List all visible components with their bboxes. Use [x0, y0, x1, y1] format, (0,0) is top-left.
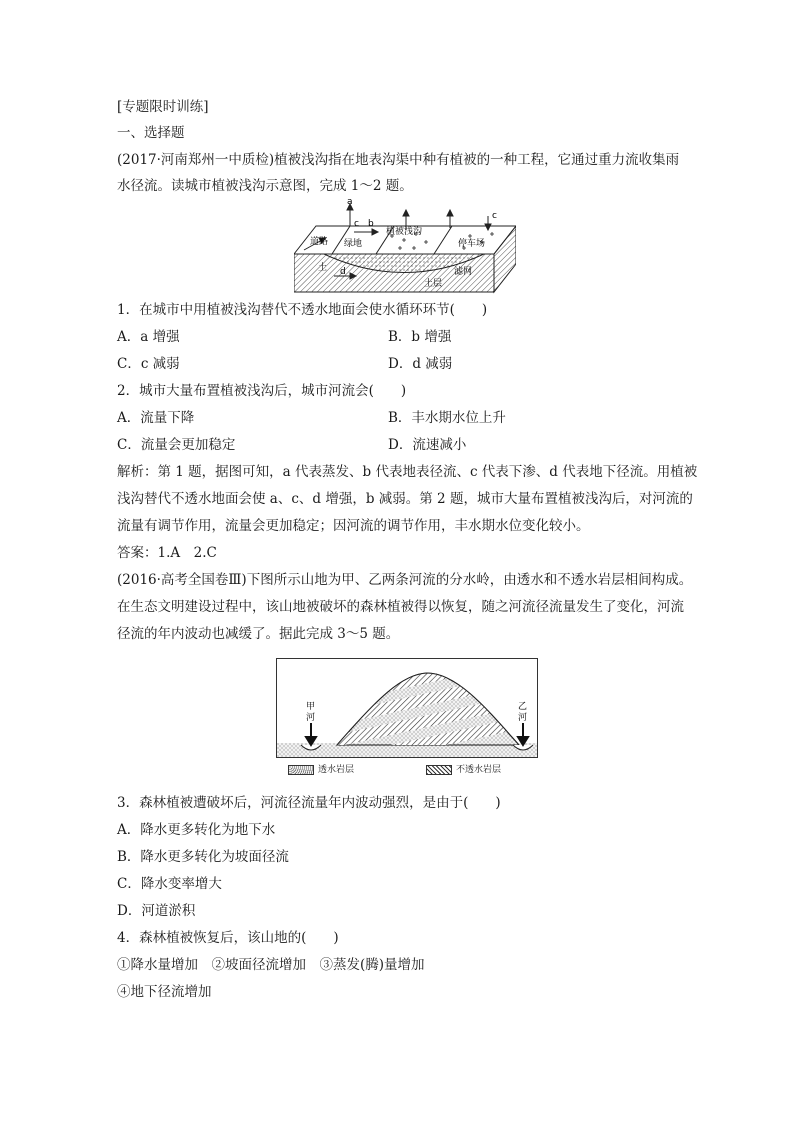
question-4-stem: 4．森林植被恢复后，该山地的( ): [117, 930, 339, 946]
question-3-option-d: D．河道淤积: [117, 903, 196, 919]
question-1-option-d: D．d 减弱: [388, 356, 453, 372]
label-b: b: [368, 219, 374, 229]
cross-section-diagram: [277, 659, 538, 758]
label-c-right: c: [492, 211, 497, 221]
label-a: a: [347, 197, 353, 207]
permeable-swatch-icon: [288, 765, 314, 775]
question-1-option-c: C．c 减弱: [117, 356, 180, 372]
legend-permeable-label: 透水岩层: [318, 765, 355, 775]
label-pipe: 滤网: [454, 267, 473, 277]
question-1-option-b: B．b 增强: [388, 329, 452, 345]
label-swale: 植被浅沟: [386, 227, 423, 237]
label-parking: 停车场: [458, 239, 486, 249]
question-3-option-b: B．降水更多转化为坡面径流: [117, 849, 289, 865]
swale-diagram: [294, 196, 516, 294]
river-jia-label-1: 甲: [306, 702, 316, 712]
legend-impermeable: [426, 764, 501, 776]
question-1-option-a: A．a 增强: [117, 329, 180, 345]
intro-paragraph-1b: 水径流。读城市植被浅沟示意图，完成 1～2 题。: [117, 178, 413, 194]
question-2-option-a: A．流量下降: [117, 410, 195, 426]
figure-vegetated-swale: [294, 196, 516, 294]
impermeable-swatch-icon: [426, 765, 452, 775]
section-header: [专题限时训练]: [117, 99, 209, 115]
label-road: 道路: [310, 237, 329, 247]
analysis-line-1: 解析：第 1 题，据图可知，a 代表蒸发、b 代表地表径流、c 代表下渗、d 代表地下径流。用植被: [117, 464, 698, 480]
question-2-stem: 2．城市大量布置植被浅沟后，城市河流会( ): [117, 383, 407, 399]
label-green: 绿地: [344, 239, 363, 249]
legend-permeable: [288, 764, 354, 776]
analysis-line-3: 流量有调节作用，流量会更加稳定；因河流的调节作用，丰水期水位变化较小。: [117, 518, 590, 534]
intro-paragraph-1a: (2017·河南郑州一中质检)植被浅沟指在地表沟渠中种有植被的一种工程，它通过重力流收集雨: [117, 152, 680, 168]
question-4-options-line-2: ④地下径流增加: [117, 984, 212, 1000]
label-tu: 土: [318, 263, 328, 273]
river-yi-label-1: 乙: [518, 702, 528, 712]
analysis-line-2: 浅沟替代不透水地面会使 a、c、d 增强，b 减弱。第 2 题，城市大量布置植被浅沟后，对河流的: [117, 491, 693, 507]
question-2-option-b: B．丰水期水位上升: [388, 410, 506, 426]
intro-paragraph-2b: 在生态文明建设过程中，该山地被破坏的森林植被得以恢复，随之河流径流量发生了变化，河流: [117, 599, 684, 615]
section-title: 一、选择题: [117, 125, 185, 141]
river-yi-label-2: 河: [518, 713, 528, 723]
intro-paragraph-2a: (2016·高考全国卷Ⅲ)下图所示山地为甲、乙两条河流的分水岭，由透水和不透水岩层相间构成。: [117, 572, 693, 588]
question-1-stem: 1．在城市中用植被浅沟替代不透水地面会使水循环环节( ): [117, 302, 488, 318]
question-4-options-line-1: ①降水量增加 ②坡面径流增加 ③蒸发(腾)量增加: [117, 957, 425, 973]
question-3-option-a: A．降水更多转化为地下水: [117, 822, 276, 838]
question-2-option-c: C．流量会更加稳定: [117, 437, 236, 453]
legend-impermeable-label: 不透水岩层: [456, 765, 502, 775]
question-2-option-d: D．流速减小: [388, 437, 467, 453]
label-soil: 土层: [424, 279, 443, 289]
figure-watershed-divide: [276, 658, 538, 782]
label-c-left: c: [354, 219, 359, 229]
cross-section-frame: [276, 658, 538, 758]
answer-line: 答案：1.A 2.C: [117, 545, 217, 561]
intro-paragraph-2c: 径流的年内波动也减缓了。据此完成 3～5 题。: [117, 626, 400, 642]
label-d: d: [340, 267, 346, 277]
river-jia-label-2: 河: [306, 713, 316, 723]
question-3-stem: 3．森林植被遭破坏后，河流径流量年内波动强烈，是由于( ): [117, 795, 501, 811]
question-3-option-c: C．降水变率增大: [117, 876, 222, 892]
